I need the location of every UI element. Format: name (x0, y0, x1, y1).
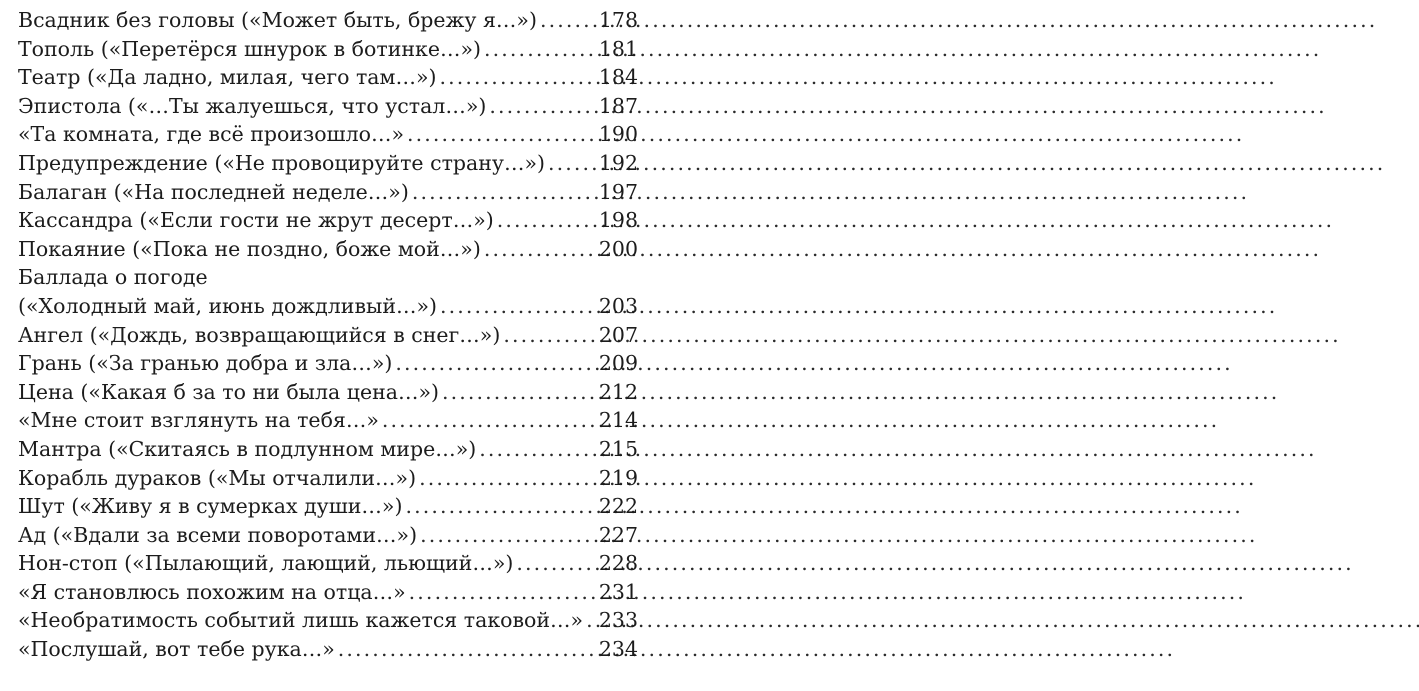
toc-entry-line (18, 178, 638, 207)
toc-entry-title: «Та комната, где всё произошло…» (18, 122, 404, 147)
toc-entry-title: Ангел («Дождь, возвращающийся в снег…») (18, 322, 501, 347)
toc-entry-line (18, 6, 638, 35)
toc-page-number: 181 (598, 36, 638, 61)
dot-leader (417, 521, 599, 550)
toc-entry-line (18, 263, 638, 292)
toc-entry (18, 578, 638, 607)
toc-page-number: 234 (598, 637, 638, 662)
toc-entry-title: Корабль дураков («Мы отчалили…») (18, 465, 417, 490)
toc-page-number: 228 (598, 551, 638, 576)
toc-entry-line (18, 206, 638, 235)
toc-entry-title: «Необратимость событий лишь кажется таковой…» (18, 608, 584, 633)
dot-leader (537, 6, 599, 35)
toc-entry (18, 63, 638, 92)
dot-leader (481, 235, 599, 264)
toc-entry-line (18, 149, 638, 178)
toc-entry-heading-line (18, 263, 638, 292)
toc-entry-title: Нон-стоп («Пылающий, лающий, льющий…») (18, 551, 514, 576)
toc-page-number: 190 (598, 122, 638, 147)
toc-entry-title: «Мне стоит взглянуть на тебя…» (18, 408, 379, 433)
book-page (0, 0, 674, 691)
toc-entry-title: Шут («Живу я в сумерках души…») (18, 494, 403, 519)
toc-entry-line (18, 635, 638, 664)
toc-entry (18, 406, 638, 435)
toc-page-number: 215 (598, 436, 638, 461)
dot-leader (416, 464, 599, 493)
dot-leader (545, 149, 599, 178)
dot-leader (409, 178, 599, 207)
dot-leader (437, 63, 599, 92)
dot-leader (481, 35, 599, 64)
toc-entry-title: «Послушай, вот тебе рука…» (18, 637, 335, 662)
toc-entry-line (18, 321, 638, 350)
toc-entry (18, 178, 638, 207)
dot-leader (476, 435, 599, 464)
toc-page-number: 187 (598, 93, 638, 118)
toc-entry (18, 521, 638, 550)
dot-leader (402, 492, 598, 521)
table-of-contents (18, 6, 638, 664)
toc-entry-line (18, 35, 638, 64)
toc-page-number: 184 (598, 65, 638, 90)
toc-entry-title: «Я становлюсь похожим на отца…» (18, 579, 406, 604)
dot-leader (335, 635, 599, 664)
toc-entry-subtitle: («Холодный май, июнь дождливый…») (18, 293, 438, 318)
toc-page-number: 200 (598, 236, 638, 261)
toc-entry (18, 206, 638, 235)
toc-entry-title: Мантра («Скитаясь в подлунном мире…») (18, 436, 477, 461)
toc-page-number: 198 (598, 208, 638, 233)
toc-page-number: 227 (598, 522, 638, 547)
dot-leader (392, 349, 598, 378)
toc-entry-line (18, 492, 638, 521)
toc-entry-title: Ад («Вдали за всеми поворотами…») (18, 522, 418, 547)
toc-page-number: 197 (598, 179, 638, 204)
toc-entry (18, 464, 638, 493)
toc-entry (18, 292, 638, 321)
toc-entry-title: Грань («За гранью добра и зла…») (18, 351, 393, 376)
toc-entry (18, 149, 638, 178)
toc-page-number: 207 (598, 322, 638, 347)
toc-entry (18, 606, 638, 635)
toc-entry-line (18, 92, 638, 121)
toc-page-number: 219 (598, 465, 638, 490)
toc-entry-title: Кассандра («Если гости не жрут десерт…») (18, 208, 494, 233)
toc-entry (18, 435, 638, 464)
dot-leader (379, 406, 599, 435)
toc-entry (18, 492, 638, 521)
dot-leader (406, 578, 599, 607)
toc-entry (18, 235, 638, 264)
toc-entry-title: Эпистола («…Ты жалуешься, что устал…») (18, 93, 487, 118)
toc-entry-line (18, 606, 638, 635)
toc-entry-line (18, 435, 638, 464)
dot-leader (439, 378, 599, 407)
toc-entry-title: Театр («Да ладно, милая, чего там…») (18, 65, 437, 90)
toc-page-number: 222 (598, 494, 638, 519)
toc-entry-line (18, 521, 638, 550)
toc-entry-title: Всадник без головы («Может быть, брежу я…») (18, 8, 537, 32)
toc-entry (18, 349, 638, 378)
toc-entry-line (18, 292, 638, 321)
dot-leader (513, 549, 598, 578)
toc-entry-title: Балаган («На последней неделе…») (18, 179, 409, 204)
dot-leader (500, 321, 599, 350)
toc-entry-line (18, 406, 638, 435)
dot-leader (494, 206, 599, 235)
toc-entry-title: Тополь («Перетёрся шнурок в ботинке…») (18, 36, 482, 61)
toc-entry-line (18, 464, 638, 493)
toc-entry (18, 6, 638, 35)
dot-leader (437, 292, 599, 321)
toc-entry-line (18, 120, 638, 149)
toc-entry (18, 92, 638, 121)
toc-page-number: 203 (598, 293, 638, 318)
dot-leader (404, 120, 599, 149)
toc-entry-title: Баллада о погоде (18, 265, 208, 290)
toc-page-number: 233 (598, 608, 638, 633)
toc-page-number: 178 (598, 8, 638, 32)
toc-entry-line (18, 235, 638, 264)
toc-page-number: 209 (598, 351, 638, 376)
toc-page-number: 212 (598, 379, 638, 404)
toc-page-number: 214 (598, 408, 638, 433)
toc-entry-line (18, 549, 638, 578)
toc-entry (18, 635, 638, 664)
toc-entry (18, 378, 638, 407)
toc-entry (18, 321, 638, 350)
toc-entry (18, 35, 638, 64)
toc-entry-title: Цена («Какая б за то ни была цена…») (18, 379, 440, 404)
toc-page-number: 231 (598, 579, 638, 604)
dot-leader (486, 92, 598, 121)
toc-entry-title: Предупреждение («Не провоцируйте страну…») (18, 150, 546, 175)
toc-entry-line (18, 378, 638, 407)
toc-entry (18, 120, 638, 149)
dot-leader (583, 606, 599, 635)
toc-entry (18, 549, 638, 578)
toc-entry-line (18, 63, 638, 92)
toc-page-number: 192 (598, 150, 638, 175)
toc-entry-title: Покаяние («Пока не поздно, боже мой…») (18, 236, 481, 261)
toc-entry-line (18, 578, 638, 607)
toc-entry-line (18, 349, 638, 378)
